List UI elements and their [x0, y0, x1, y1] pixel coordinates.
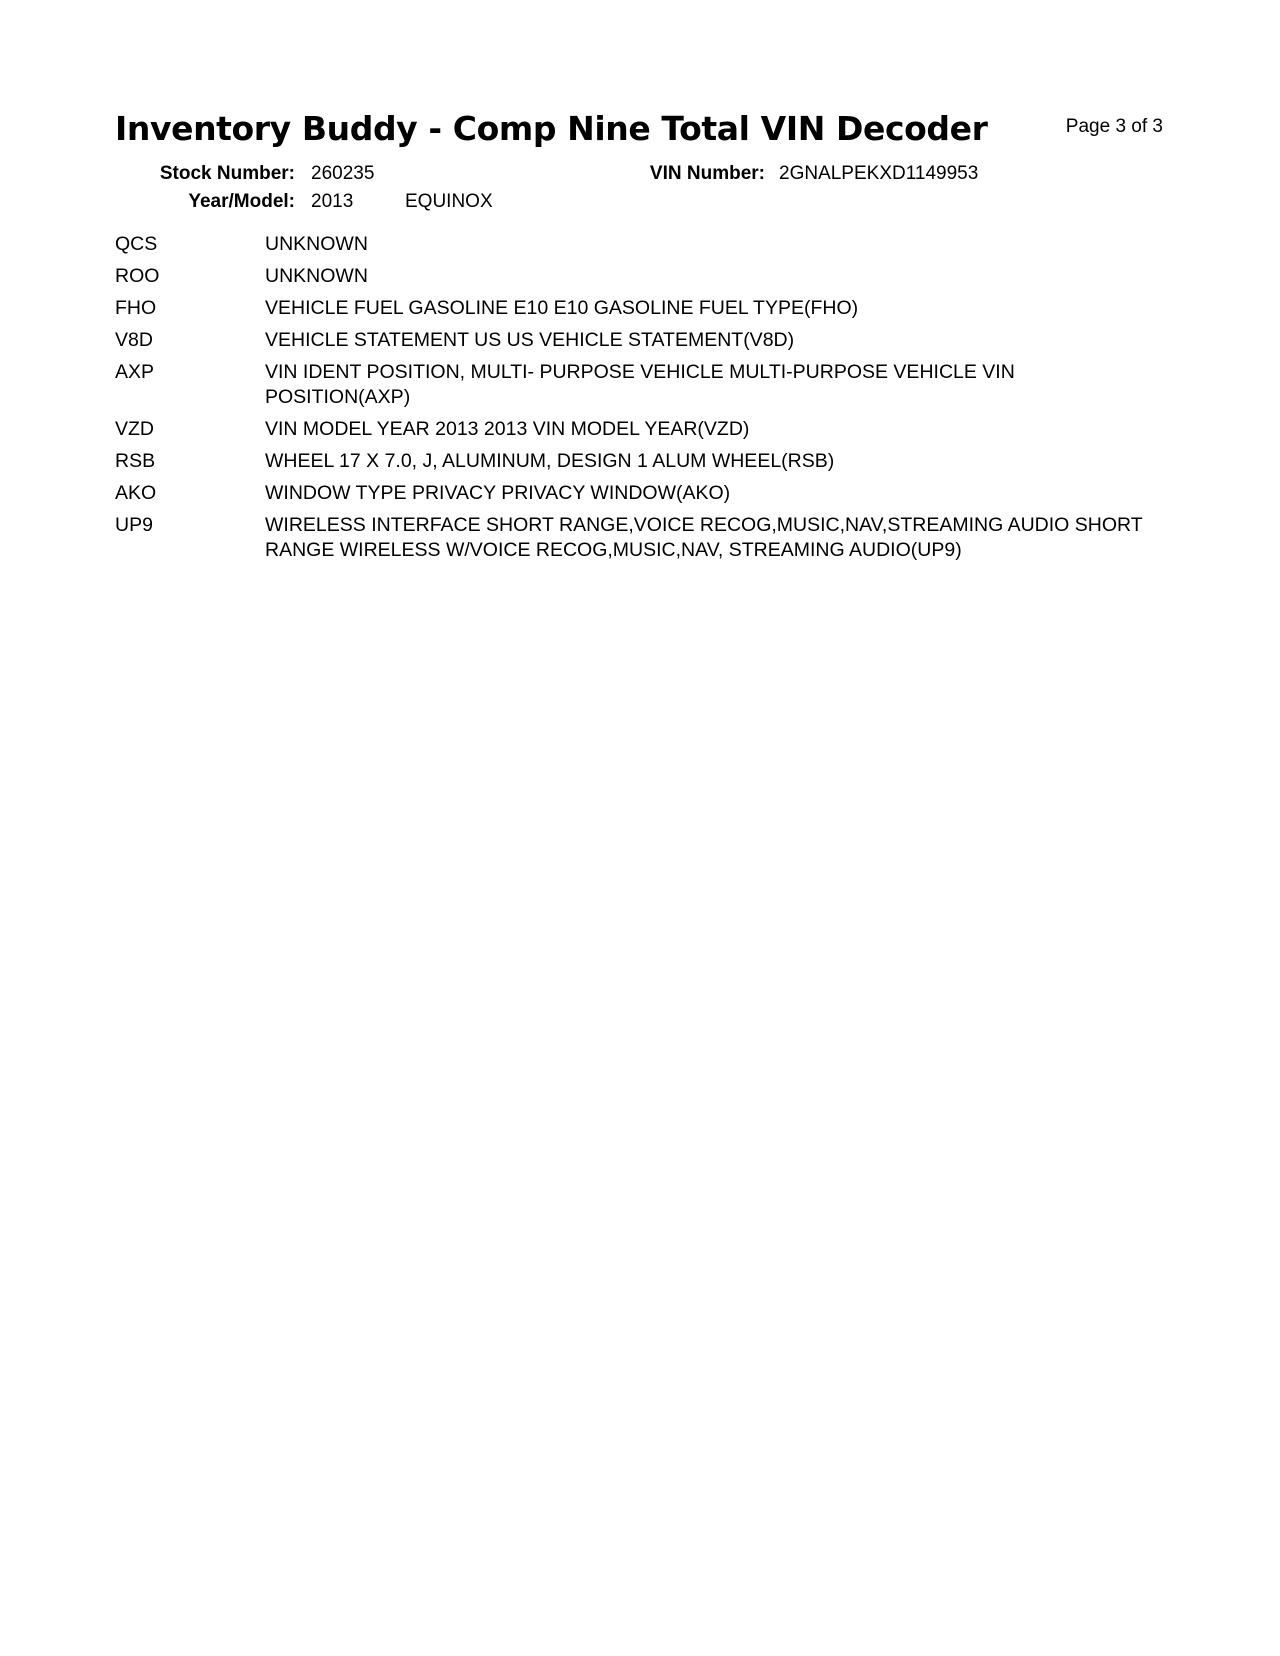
option-description: UNKNOWN [265, 233, 368, 255]
document-title: Inventory Buddy - Comp Nine Total VIN Decoder [115, 109, 988, 148]
list-item [115, 481, 1175, 506]
option-description: VIN MODEL YEAR 2013 2013 VIN MODEL YEAR(VZD) [265, 418, 750, 440]
stock-number-value: 260235 [311, 163, 375, 184]
year-value: 2013 [311, 191, 354, 212]
option-code: RSB [115, 450, 156, 472]
list-item [115, 513, 1175, 563]
list-item [115, 449, 1175, 474]
list-item [115, 328, 1175, 353]
option-description: VEHICLE FUEL GASOLINE E10 E10 GASOLINE FUEL TYPE(FHO) [265, 297, 859, 319]
list-item [115, 296, 1175, 321]
vin-number-value: 2GNALPEKXD1149953 [779, 163, 979, 184]
option-description: VEHICLE STATEMENT US US VEHICLE STATEMENT(V8D) [265, 329, 795, 351]
option-description: WHEEL 17 X 7.0, J, ALUMINUM, DESIGN 1 ALUM WHEEL(RSB) [265, 450, 835, 472]
list-item [115, 360, 1175, 410]
option-description: UNKNOWN [265, 265, 368, 287]
stock-number-label: Stock Number: [159, 163, 295, 184]
option-code: UP9 [115, 514, 153, 536]
option-code: AKO [115, 482, 157, 504]
option-code-list [115, 232, 1175, 570]
vin-number-label: VIN Number: [649, 163, 765, 184]
option-code: VZD [115, 418, 154, 440]
option-code: ROO [115, 265, 160, 287]
model-value: EQUINOX [405, 191, 493, 212]
option-code: AXP [115, 361, 155, 383]
option-code: V8D [115, 329, 153, 351]
list-item [115, 264, 1175, 289]
option-description: WIRELESS INTERFACE SHORT RANGE,VOICE RECOG,MUSIC,NAV,STREAMING AUDIO SHORT RANGE WIRELESS W/VOICE RECOG,MUSIC,NAV, STREAMING AUDIO(UP9) [265, 514, 1143, 561]
year-model-label: Year/Model: [188, 191, 295, 212]
option-description: VIN IDENT POSITION, MULTI- PURPOSE VEHICLE MULTI-PURPOSE VEHICLE VIN POSITION(AXP) [265, 361, 1015, 408]
list-item [115, 417, 1175, 442]
option-code: QCS [115, 233, 158, 255]
page-indicator: Page 3 of 3 [1065, 116, 1163, 137]
option-code: FHO [115, 297, 157, 319]
list-item [115, 232, 1175, 257]
option-description: WINDOW TYPE PRIVACY PRIVACY WINDOW(AKO) [265, 482, 731, 504]
